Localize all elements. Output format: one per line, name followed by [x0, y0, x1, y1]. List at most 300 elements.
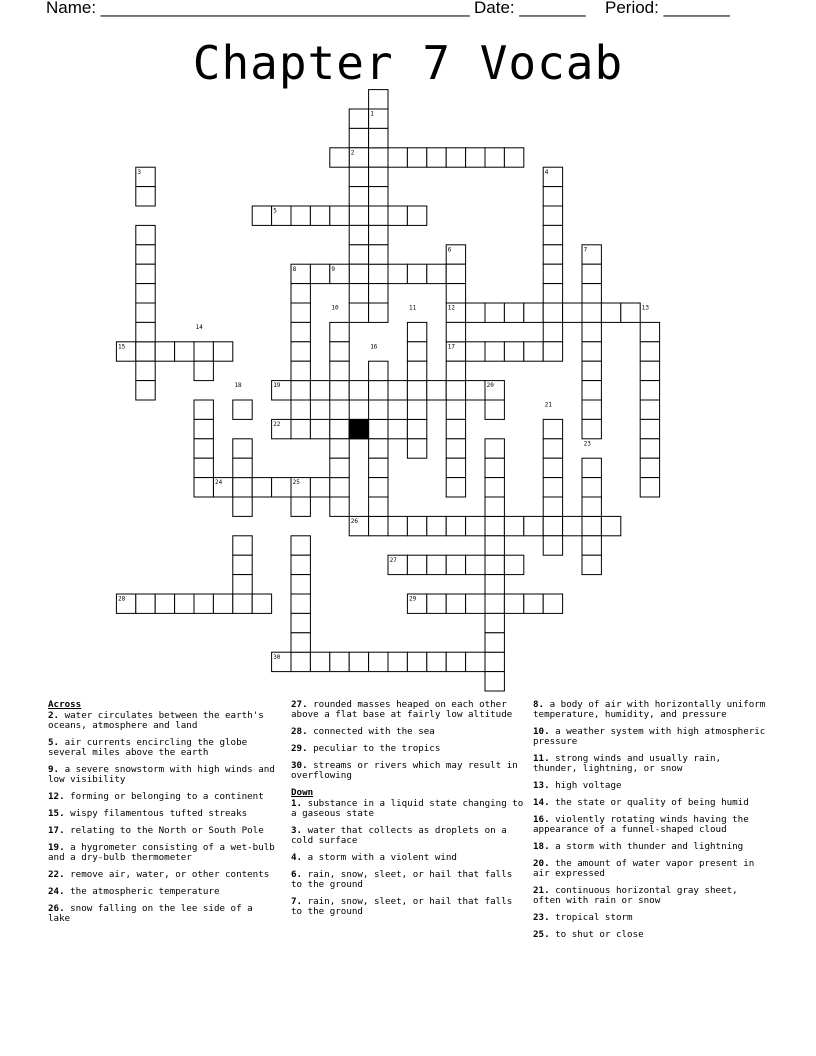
clue-number: 27 [389, 556, 397, 564]
grid-cell[interactable] [524, 303, 543, 322]
grid-cell[interactable] [485, 633, 504, 652]
grid-cell[interactable] [369, 90, 388, 109]
grid-cell[interactable] [369, 400, 388, 419]
grid-cell[interactable] [369, 167, 388, 186]
grid-cell[interactable] [582, 458, 601, 477]
grid-cell[interactable] [446, 284, 465, 303]
grid-cell[interactable] [194, 439, 213, 458]
date-field[interactable]: Date: _______ [474, 0, 586, 17]
clues-column-1 [48, 700, 280, 931]
grid-cell[interactable] [582, 536, 601, 555]
grid-cell[interactable] [369, 497, 388, 516]
grid-cell[interactable] [407, 148, 426, 167]
grid-cell[interactable] [466, 652, 485, 671]
grid-cell[interactable] [582, 361, 601, 380]
grid-cell[interactable] [349, 128, 368, 147]
grid-cell[interactable] [582, 342, 601, 361]
grid-cell[interactable] [194, 400, 213, 419]
clue-item-text: rain, snow, sleet, or hail that falls to the ground [291, 869, 513, 890]
clue-item [533, 913, 769, 923]
grid-cell[interactable] [427, 381, 446, 400]
grid-cell[interactable] [388, 516, 407, 535]
grid-cell[interactable] [233, 400, 252, 419]
grid-cell[interactable] [291, 613, 310, 632]
grid-cell[interactable] [136, 225, 155, 244]
grid-cell[interactable] [485, 536, 504, 555]
grid-cell[interactable] [446, 458, 465, 477]
clue-item-number: 2. [48, 710, 60, 721]
grid-cell[interactable] [155, 594, 174, 613]
clue-item [48, 792, 280, 802]
grid-cell[interactable] [388, 652, 407, 671]
grid-cell[interactable] [543, 245, 562, 264]
grid-cell[interactable] [466, 594, 485, 613]
grid-cell[interactable] [233, 458, 252, 477]
grid-cell[interactable] [485, 594, 504, 613]
grid-cell[interactable] [291, 536, 310, 555]
clue-number: 16 [370, 343, 378, 351]
clue-number: 10 [331, 304, 339, 312]
grid-cell[interactable] [233, 497, 252, 516]
grid-cell[interactable] [310, 264, 329, 283]
clue-item [533, 700, 769, 720]
grid-cell[interactable] [310, 652, 329, 671]
clue-number: 24 [215, 479, 223, 487]
clue-item-number: 29. [291, 743, 308, 754]
clue-item-text: a hygrometer consisting of a wet-bulb and a dry-bulb thermometer [48, 842, 275, 863]
clues-column-3 [533, 700, 769, 947]
grid-cell[interactable] [466, 303, 485, 322]
grid-cell[interactable] [485, 652, 504, 671]
grid-cell[interactable] [543, 419, 562, 438]
grid-cell[interactable] [330, 439, 349, 458]
grid-cell[interactable] [446, 264, 465, 283]
grid-cell[interactable] [388, 381, 407, 400]
grid-cell[interactable] [330, 322, 349, 341]
clue-item-number: 5. [48, 737, 60, 748]
grid-cell[interactable] [485, 148, 504, 167]
grid-cell[interactable] [194, 342, 213, 361]
grid-cell[interactable] [543, 478, 562, 497]
grid-cell[interactable] [136, 594, 155, 613]
grid-cell[interactable] [504, 148, 523, 167]
clue-item [291, 853, 525, 863]
grid-cell[interactable] [369, 303, 388, 322]
grid-cell[interactable] [640, 478, 659, 497]
grid-cell[interactable] [582, 555, 601, 574]
grid-cell[interactable] [640, 381, 659, 400]
grid-cell[interactable] [407, 381, 426, 400]
grid-cell[interactable] [407, 400, 426, 419]
grid-cell[interactable] [640, 458, 659, 477]
grid-cell[interactable] [466, 516, 485, 535]
grid-cell[interactable] [136, 245, 155, 264]
grid-cell[interactable] [330, 381, 349, 400]
grid-cell[interactable] [369, 419, 388, 438]
grid-cell[interactable] [485, 458, 504, 477]
grid-cell[interactable] [291, 419, 310, 438]
grid-cell[interactable] [349, 167, 368, 186]
grid-cell[interactable] [291, 633, 310, 652]
grid-cell[interactable] [543, 187, 562, 206]
grid-cell[interactable] [524, 342, 543, 361]
grid-cell[interactable] [407, 322, 426, 341]
clue-item-text: a severe snowstorm with high winds and low visibility [48, 764, 275, 785]
grid-cell[interactable] [407, 206, 426, 225]
clue-number: 19 [273, 382, 281, 390]
grid-cell[interactable] [252, 206, 271, 225]
grid-cell[interactable] [349, 187, 368, 206]
grid-cell[interactable] [233, 478, 252, 497]
grid-cell[interactable] [582, 400, 601, 419]
name-field[interactable]: Name: _______________________________________ [46, 0, 470, 17]
grid-cell[interactable] [272, 478, 291, 497]
grid-cell[interactable] [349, 652, 368, 671]
clue-number: 17 [447, 343, 456, 351]
grid-cell[interactable] [194, 419, 213, 438]
grid-cell[interactable] [446, 419, 465, 438]
grid-cell[interactable] [524, 594, 543, 613]
clue-item-number: 20. [533, 858, 550, 869]
grid-cell[interactable] [369, 225, 388, 244]
clue-item-text: relating to the North or South Pole [64, 825, 264, 836]
grid-cell[interactable] [369, 128, 388, 147]
grid-cell[interactable] [582, 284, 601, 303]
grid-cell[interactable] [504, 303, 523, 322]
grid-cell[interactable] [330, 206, 349, 225]
grid-cell[interactable] [369, 516, 388, 535]
clue-item-number: 4. [291, 852, 303, 863]
grid-cell[interactable] [582, 419, 601, 438]
grid-cell[interactable] [330, 458, 349, 477]
clue-number: 29 [409, 595, 417, 603]
grid-cell[interactable] [349, 264, 368, 283]
grid-cell[interactable] [291, 575, 310, 594]
grid-cell[interactable] [175, 342, 194, 361]
clue-item-number: 7. [291, 896, 303, 907]
grid-cell[interactable] [369, 245, 388, 264]
grid-cell[interactable] [621, 303, 640, 322]
grid-cell[interactable] [330, 497, 349, 516]
grid-cell[interactable] [291, 361, 310, 380]
grid-cell[interactable] [407, 439, 426, 458]
grid-cell[interactable] [330, 361, 349, 380]
grid-cell[interactable] [233, 439, 252, 458]
grid-cell[interactable] [640, 419, 659, 438]
grid-cell[interactable] [291, 303, 310, 322]
grid-cell[interactable] [136, 303, 155, 322]
grid-cell[interactable] [349, 284, 368, 303]
grid-cell[interactable] [640, 361, 659, 380]
clue-item [291, 761, 525, 781]
clue-item-text: continuous horizontal gray sheet, often with rain or snow [533, 885, 738, 906]
grid-cell[interactable] [640, 342, 659, 361]
grid-cell[interactable] [330, 478, 349, 497]
clue-item-text: streams or rivers which may result in overflowing [291, 760, 518, 781]
clue-item-number: 1. [291, 798, 303, 809]
grid-cell[interactable] [427, 652, 446, 671]
grid-cell[interactable] [330, 419, 349, 438]
clue-item [48, 809, 280, 819]
grid-cell[interactable] [252, 478, 271, 497]
grid-cell[interactable] [194, 478, 213, 497]
grid-cell[interactable] [330, 400, 349, 419]
clue-number: 6 [447, 246, 452, 254]
grid-cell[interactable] [427, 264, 446, 283]
grid-cell[interactable] [543, 536, 562, 555]
grid-cell[interactable] [446, 322, 465, 341]
across-heading: Across [48, 699, 82, 710]
grid-cell[interactable] [330, 148, 349, 167]
grid-cell[interactable] [369, 284, 388, 303]
grid-cell[interactable] [485, 497, 504, 516]
grid-cell[interactable] [582, 516, 601, 535]
grid-cell[interactable] [388, 148, 407, 167]
grid-cell[interactable] [369, 458, 388, 477]
grid-cell[interactable] [349, 206, 368, 225]
grid-cell[interactable] [446, 400, 465, 419]
grid-cell[interactable] [582, 322, 601, 341]
grid-cell[interactable] [136, 187, 155, 206]
grid-cell[interactable] [582, 303, 601, 322]
clue-item-number: 3. [291, 825, 303, 836]
grid-cell[interactable] [291, 206, 310, 225]
grid-cell[interactable] [485, 575, 504, 594]
clue-item-text: the amount of water vapor present in air expressed [533, 858, 755, 879]
grid-cell[interactable] [407, 419, 426, 438]
grid-cell[interactable] [136, 264, 155, 283]
grid-cell[interactable] [310, 381, 329, 400]
grid-cell[interactable] [349, 245, 368, 264]
grid-cell[interactable] [446, 148, 465, 167]
grid-cell[interactable] [388, 264, 407, 283]
clue-item-text: peculiar to the tropics [307, 743, 441, 754]
clue-item [533, 781, 769, 791]
grid-cell[interactable] [446, 439, 465, 458]
grid-cell[interactable] [369, 478, 388, 497]
grid-cell[interactable] [485, 555, 504, 574]
grid-cell[interactable] [213, 594, 232, 613]
clue-item-text: a storm with thunder and lightning [549, 841, 744, 852]
grid-cell[interactable] [427, 594, 446, 613]
grid-cell[interactable] [543, 497, 562, 516]
clue-number: 18 [234, 382, 242, 390]
grid-cell[interactable] [485, 439, 504, 458]
grid-cell[interactable] [446, 478, 465, 497]
grid-cell[interactable] [446, 652, 465, 671]
grid-cell[interactable] [427, 148, 446, 167]
grid-cell[interactable] [466, 555, 485, 574]
across-clue-list [48, 711, 280, 924]
grid-cell[interactable] [543, 458, 562, 477]
grid-cell[interactable] [291, 497, 310, 516]
clue-number: 4 [544, 168, 549, 176]
down-heading: Down [291, 787, 314, 798]
grid-cell[interactable] [349, 225, 368, 244]
grid-cell[interactable] [155, 342, 174, 361]
grid-cell[interactable] [485, 400, 504, 419]
grid-cell[interactable] [388, 206, 407, 225]
clue-item-number: 13. [533, 780, 550, 791]
grid-cell[interactable] [582, 478, 601, 497]
grid-cell[interactable] [310, 419, 329, 438]
grid-cell[interactable] [349, 303, 368, 322]
grid-cell[interactable] [446, 555, 465, 574]
grid-cell[interactable] [543, 322, 562, 341]
clue-item-text: a body of air with horizontally uniform temperature, humidity, and pressure [533, 699, 766, 720]
clue-item-number: 11. [533, 753, 550, 764]
down-clue-list-continued [533, 700, 769, 940]
grid-cell[interactable] [543, 303, 562, 322]
clue-item-text: a weather system with high atmospheric pressure [533, 726, 766, 747]
clue-item-text: substance in a liquid state changing to a gaseous state [291, 798, 524, 819]
clue-number: 20 [486, 382, 494, 390]
grid-cell[interactable] [369, 381, 388, 400]
grid-cell[interactable] [136, 361, 155, 380]
grid-cell[interactable] [466, 342, 485, 361]
grid-cell[interactable] [407, 264, 426, 283]
clue-number: 3 [137, 168, 142, 176]
grid-cell[interactable] [349, 381, 368, 400]
grid-cell[interactable] [213, 342, 232, 361]
clue-item [533, 859, 769, 879]
clue-item-number: 8. [533, 699, 545, 710]
period-field[interactable]: Period: _______ [605, 0, 730, 17]
grid-cell[interactable] [233, 594, 252, 613]
grid-cell[interactable] [136, 342, 155, 361]
grid-cell[interactable] [485, 672, 504, 691]
clue-item-number: 27. [291, 699, 308, 710]
grid-cell[interactable] [504, 516, 523, 535]
grid-cell[interactable] [330, 652, 349, 671]
grid-cell[interactable] [543, 264, 562, 283]
clue-item [291, 870, 525, 890]
clue-item-text: water circulates between the earth's oceans, atmosphere and land [48, 710, 264, 731]
grid-cell[interactable] [291, 322, 310, 341]
grid-cell[interactable] [291, 381, 310, 400]
grid-cell[interactable] [446, 516, 465, 535]
grid-cell[interactable] [446, 381, 465, 400]
grid-cell[interactable] [543, 284, 562, 303]
clue-item-number: 21. [533, 885, 550, 896]
clue-item-text: rounded masses heaped on each other above a flat base at fairly low altitude [291, 699, 513, 720]
grid-cell[interactable] [485, 342, 504, 361]
grid-cell[interactable] [485, 478, 504, 497]
grid-cell[interactable] [504, 555, 523, 574]
clue-item-text: to shut or close [549, 929, 644, 940]
grid-cell[interactable] [369, 361, 388, 380]
grid-cell[interactable] [563, 516, 582, 535]
grid-cell[interactable] [175, 594, 194, 613]
grid-cell[interactable] [582, 497, 601, 516]
grid-cell[interactable] [427, 555, 446, 574]
grid-cell[interactable] [543, 342, 562, 361]
grid-cell[interactable] [233, 575, 252, 594]
grid-cell[interactable] [291, 594, 310, 613]
grid-cell[interactable] [369, 439, 388, 458]
grid-cell[interactable] [233, 536, 252, 555]
grid-cell[interactable] [427, 516, 446, 535]
grid-cell[interactable] [330, 342, 349, 361]
grid-cell[interactable] [466, 148, 485, 167]
grid-cell[interactable] [485, 613, 504, 632]
grid-cell[interactable] [582, 264, 601, 283]
grid-cell[interactable] [291, 400, 310, 419]
clue-item [48, 904, 280, 924]
clue-item-number: 15. [48, 808, 65, 819]
grid-cell[interactable] [407, 652, 426, 671]
grid-cell[interactable] [291, 652, 310, 671]
grid-cell[interactable] [252, 594, 271, 613]
grid-cell[interactable] [640, 322, 659, 341]
clue-item-number: 30. [291, 760, 308, 771]
grid-cell[interactable] [369, 206, 388, 225]
clue-item-text: remove air, water, or other contents [64, 869, 270, 880]
grid-cell[interactable] [291, 284, 310, 303]
grid-cell[interactable] [601, 516, 620, 535]
grid-cell[interactable] [388, 419, 407, 438]
grid-cell[interactable] [194, 361, 213, 380]
grid-cell[interactable] [524, 516, 543, 535]
grid-cell[interactable] [291, 342, 310, 361]
grid-cell[interactable] [310, 478, 329, 497]
grid-cell[interactable] [407, 516, 426, 535]
grid-cell[interactable] [563, 303, 582, 322]
grid-cell[interactable] [136, 381, 155, 400]
grid-cell[interactable] [582, 381, 601, 400]
grid-cell[interactable] [466, 381, 485, 400]
grid-cell[interactable] [543, 206, 562, 225]
grid-cell[interactable] [407, 361, 426, 380]
clue-item [48, 887, 280, 897]
grid-cell[interactable] [349, 109, 368, 128]
clue-item [291, 897, 525, 917]
clue-item-text: a storm with a violent wind [302, 852, 457, 863]
grid-cell[interactable] [407, 342, 426, 361]
grid-cell[interactable] [504, 594, 523, 613]
clue-item-number: 18. [533, 841, 550, 852]
grid-cell[interactable] [369, 148, 388, 167]
grid-cell[interactable] [543, 439, 562, 458]
clue-item-number: 9. [48, 764, 60, 775]
grid-cell[interactable] [446, 594, 465, 613]
grid-cell[interactable] [136, 284, 155, 303]
clue-item [533, 798, 769, 808]
grid-cell[interactable] [543, 594, 562, 613]
grid-cell[interactable] [543, 225, 562, 244]
grid-cell[interactable] [485, 303, 504, 322]
grid-cell[interactable] [369, 652, 388, 671]
grid-cell[interactable] [543, 516, 562, 535]
grid-cell[interactable] [291, 555, 310, 574]
grid-cell[interactable] [369, 264, 388, 283]
grid-cell[interactable] [136, 322, 155, 341]
grid-cell[interactable] [310, 206, 329, 225]
grid-cell[interactable] [485, 516, 504, 535]
clue-item-number: 16. [533, 814, 550, 825]
grid-cell[interactable] [407, 555, 426, 574]
grid-cell[interactable] [194, 458, 213, 477]
grid-cell[interactable] [504, 342, 523, 361]
grid-cell[interactable] [640, 439, 659, 458]
grid-cell[interactable] [446, 361, 465, 380]
grid-cell[interactable] [194, 594, 213, 613]
grid-cell[interactable] [601, 303, 620, 322]
grid-cell[interactable] [369, 187, 388, 206]
grid-cell[interactable] [640, 400, 659, 419]
clue-item-text: forming or belonging to a continent [64, 791, 264, 802]
grid-cell[interactable] [233, 555, 252, 574]
